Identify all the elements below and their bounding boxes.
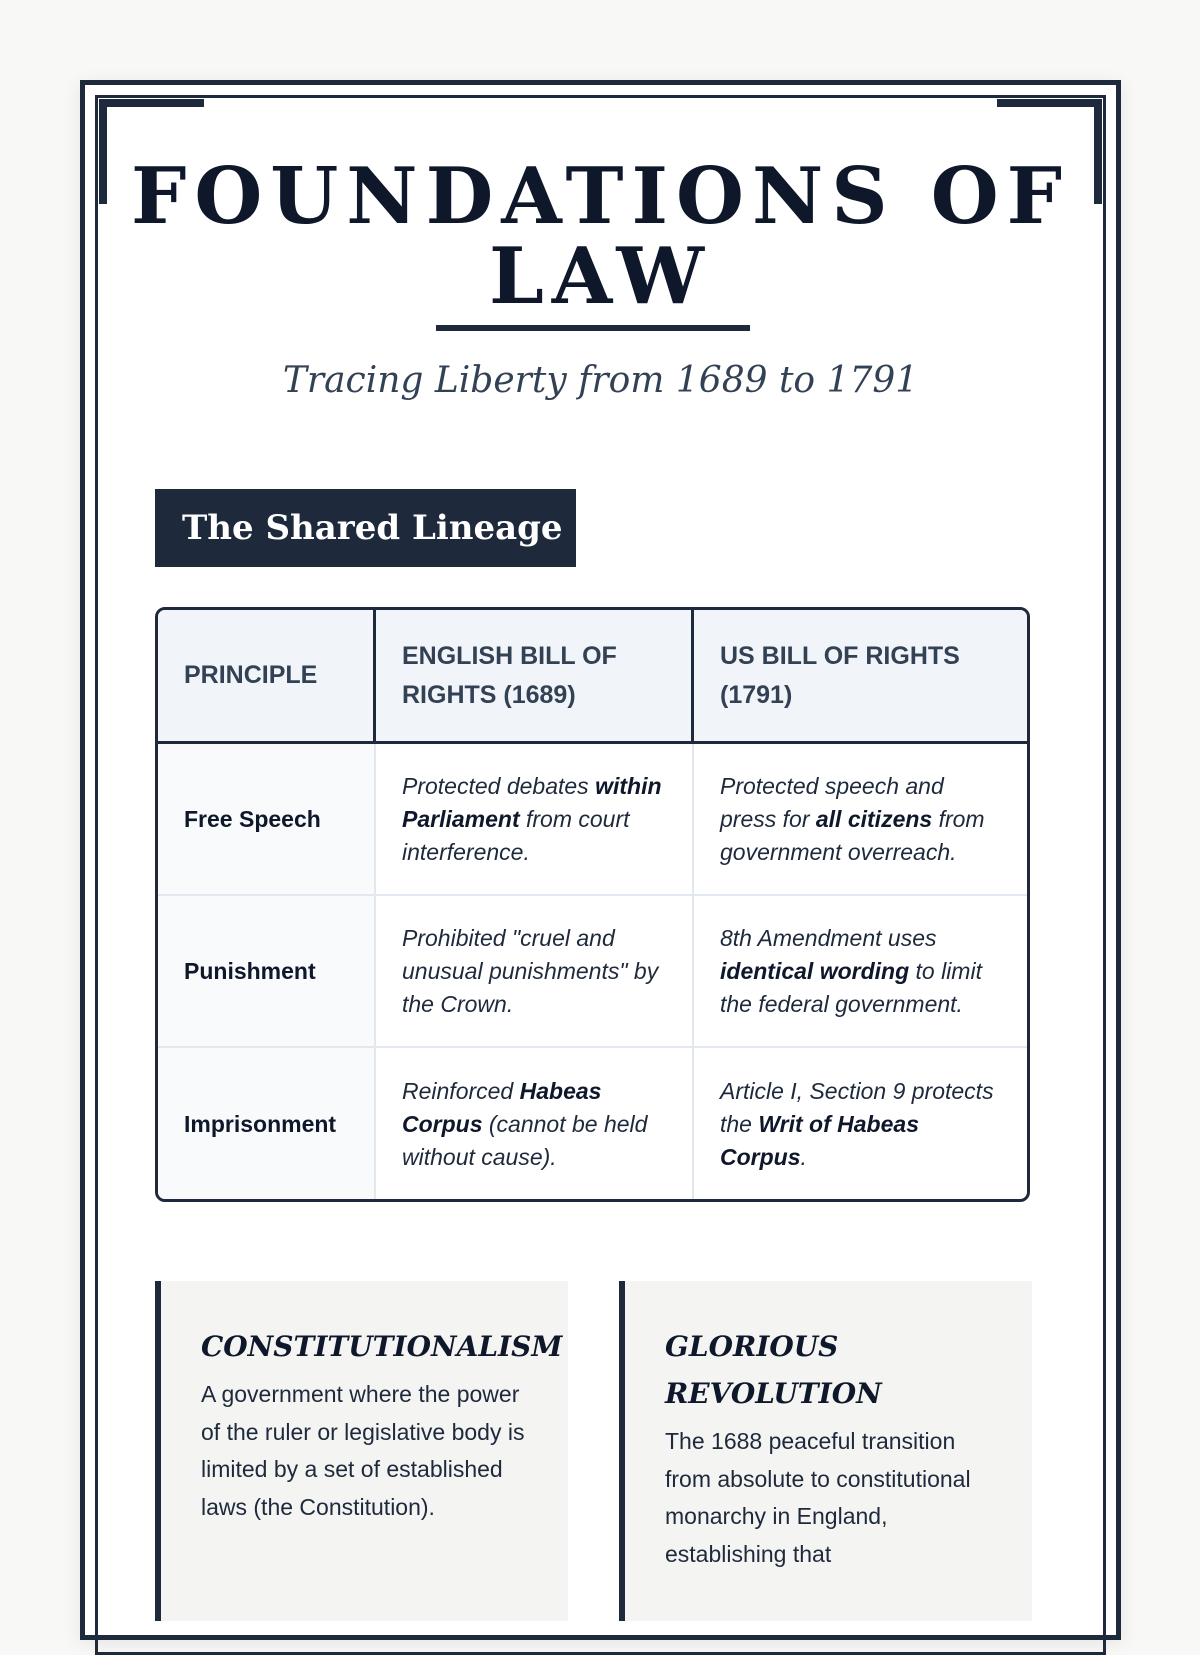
section-heading: The Shared Lineage xyxy=(155,489,576,567)
page-subtitle: Tracing Liberty from 1689 to 1791 xyxy=(282,360,919,401)
title-underline xyxy=(436,325,750,331)
table-row xyxy=(158,744,1027,896)
principle-cell: Imprisonment xyxy=(158,1048,376,1200)
principle-cell: Punishment xyxy=(158,896,376,1046)
definition-term: CONSTITUTIONALISM xyxy=(201,1330,563,1363)
definition-term: GLORIOUS REVOLUTION xyxy=(665,1330,882,1410)
principle-cell: Free Speech xyxy=(158,744,376,894)
definition-text: The 1688 peaceful transition from absolute to constitutional monarchy in England, establishing that xyxy=(665,1428,971,1567)
us-bill-cell: 8th Amendment uses identical wording to limit the federal government. xyxy=(720,924,982,1017)
page-title: FOUNDATIONS OF LAW xyxy=(130,151,1071,322)
column-header-principle: PRINCIPLE xyxy=(158,610,376,741)
definition-text: A government where the power of the ruler or legislative body is limited by a set of established laws (the Constitution). xyxy=(201,1381,525,1520)
table-row xyxy=(158,896,1027,1048)
english-bill-cell: Reinforced Habeas Corpus (cannot be held without cause). xyxy=(376,1048,694,1200)
english-bill-cell: Protected debates within Parliament from court interference. xyxy=(376,744,694,894)
table-header-row xyxy=(158,610,1027,744)
table-row xyxy=(158,1048,1027,1200)
definition-card-glorious-revolution xyxy=(619,1281,1032,1621)
english-bill-cell: Prohibited "cruel and unusual punishments" by the Crown. xyxy=(376,896,694,1046)
us-bill-cell: Protected speech and press for all citizens from government overreach. xyxy=(720,772,985,865)
document-page xyxy=(80,80,1121,1640)
definition-card-constitutionalism xyxy=(155,1281,568,1621)
column-header-english-bill: ENGLISH BILL OF RIGHTS (1689) xyxy=(376,610,694,741)
column-header-us-bill: US BILL OF RIGHTS (1791) xyxy=(720,641,960,709)
comparison-table xyxy=(155,607,1030,1202)
us-bill-cell: Article I, Section 9 protects the Writ of Habeas Corpus. xyxy=(720,1077,994,1170)
